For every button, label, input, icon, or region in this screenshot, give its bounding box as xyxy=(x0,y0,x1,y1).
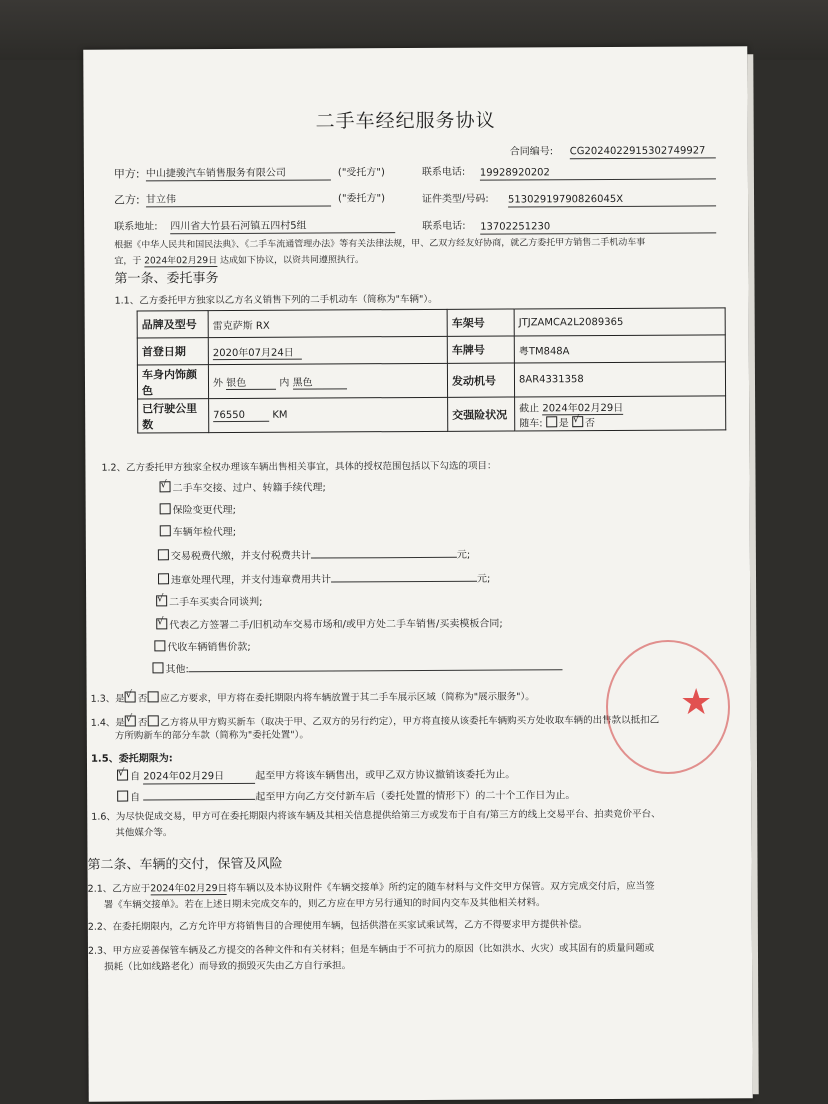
term-line-2 xyxy=(117,787,575,804)
insurance-until xyxy=(519,398,721,414)
table-row xyxy=(137,362,725,399)
brand-value: 雷克萨斯 RX xyxy=(208,309,447,337)
auth-item-2 xyxy=(160,503,236,517)
engine-label: 发动机号 xyxy=(447,363,514,397)
term-date: 2024年02月29日 xyxy=(143,771,255,785)
checkbox-no-icon[interactable] xyxy=(572,416,583,427)
auth-item-5 xyxy=(158,571,490,588)
auth-item-label: 其他: xyxy=(165,664,189,676)
vin-value: JTJZAMCA2L2089365 xyxy=(514,308,725,336)
table-row xyxy=(137,308,725,338)
address-value: 四川省大竹县石河镇五四村5组 xyxy=(170,220,395,234)
auth-item-3 xyxy=(160,525,236,539)
table-row xyxy=(138,396,726,433)
from-label: 自 xyxy=(130,792,141,804)
auth-item-label: 代收车辆销售价款; xyxy=(167,641,251,654)
km-unit: KM xyxy=(272,409,288,421)
section-1-heading: 第一条、委托事务 xyxy=(114,271,219,287)
party-b-id-label: 证件类型/号码: xyxy=(422,193,489,205)
auth-item-label: 代表乙方签署二手/旧机动车交易市场和/或甲方处二手车销售/买卖模板合同; xyxy=(169,618,503,632)
clause-prefix: 2.1、乙方应于 xyxy=(87,883,151,895)
term-date-blank[interactable] xyxy=(143,789,255,801)
contract-number: CG2024022915302749927 xyxy=(570,145,716,159)
document-title: 二手车经纪服务协议 xyxy=(315,109,496,133)
checkbox-icon[interactable] xyxy=(156,595,167,606)
clause-1-5-heading: 1.5、委托期限为: xyxy=(90,753,173,765)
color-label xyxy=(137,365,208,399)
clause-text: 应乙方要求，甲方将在委托期限内将车辆放置于其二手车展示区域（简称为"展示服务"）。 xyxy=(160,691,535,705)
contract-document xyxy=(83,46,752,1101)
checkbox-icon[interactable] xyxy=(160,503,171,514)
clause-2-3-line-1: 2.3、甲方应妥善保管车辆及乙方提交的各种文件和有关材料；但是车辆由于不可抗力的原因（比如洪水、火灾）或其固有的质量问题或 xyxy=(87,942,655,957)
party-a-label: 甲方: xyxy=(113,167,140,181)
party-a-phone-label: 联系电话: xyxy=(421,166,466,178)
party-b-label: 乙方: xyxy=(114,193,140,207)
preamble-suffix: 达成如下协议，以资共同遵照执行。 xyxy=(219,255,364,267)
party-a-name: 中山捷骏汽车销售服务有限公司 xyxy=(146,167,331,181)
other-blank[interactable] xyxy=(189,659,563,672)
auth-item-1 xyxy=(160,480,326,495)
term-text: 起至甲方向乙方交付新车后（委托处置的情形下）的二十个工作日为止。 xyxy=(255,790,576,803)
auth-item-label: 车辆年检代理; xyxy=(172,526,237,539)
party-b-name: 甘立伟 xyxy=(146,193,331,207)
insurance-label: 交强险状况 xyxy=(448,397,515,431)
checkbox-icon[interactable] xyxy=(125,715,136,726)
page-edge xyxy=(747,54,758,1094)
km-label xyxy=(138,399,209,433)
no-label: 否 xyxy=(584,417,595,429)
auth-item-label: 违章处理代理，并支付违章费用共计 xyxy=(171,574,332,587)
checkbox-icon[interactable] xyxy=(160,525,171,536)
inner-label: 内 xyxy=(279,377,290,389)
no-label: 否 xyxy=(137,717,148,729)
inner-color: 黑色 xyxy=(293,373,347,389)
km-label-2: 数 xyxy=(142,417,154,431)
delivery-date: 2024年02月29日 xyxy=(150,883,228,895)
party-b-role: ("委托方") xyxy=(338,193,386,205)
no-label: 否 xyxy=(137,693,148,705)
clause-1-4 xyxy=(91,713,659,730)
reg-label: 首登日期 xyxy=(137,338,208,365)
checkbox-icon[interactable] xyxy=(156,618,167,629)
insurance-cell xyxy=(515,396,726,431)
checkbox-icon[interactable] xyxy=(117,770,128,781)
auth-item-7 xyxy=(156,617,503,633)
auth-item-label: 二手车交接、过户、转籍手续代理; xyxy=(172,482,326,495)
clause-2-2: 2.2、在委托期限内，乙方允许甲方将销售目的合理使用车辆，包括供潜在买家试乘试驾，乙方不得要求甲方提供补偿。 xyxy=(87,919,588,933)
clause-1-2-intro: 1.2、乙方委托甲方独家全权办理该车辆出售相关事宜，具体的授权范围包括以下勾选的项目： xyxy=(101,460,497,474)
address-phone: 13702251230 xyxy=(480,220,716,234)
checkbox-icon[interactable] xyxy=(125,691,136,702)
km-cell xyxy=(209,397,448,432)
checkbox-icon[interactable] xyxy=(154,640,165,651)
yes-label: 1.3、是 xyxy=(90,693,125,705)
with-car-label: 随车: xyxy=(519,417,543,429)
checkbox-icon[interactable] xyxy=(158,573,169,584)
clause-text: 将车辆以及本协议附件《车辆交接单》所约定的随车材料与文件交甲方保管。双方完成交付后，应当签 xyxy=(227,880,655,895)
checkbox-icon[interactable] xyxy=(147,715,158,726)
engine-value: 8AR4331358 xyxy=(514,362,725,397)
address-phone-label: 联系电话: xyxy=(422,220,466,232)
clause-text: 乙方将从甲方购买新车（取决于甲、乙双方的另行约定），甲方将直接从该委托车辆购买方处收取车辆的出售款以抵扣乙 xyxy=(160,714,660,729)
term-text: 起至甲方将该车辆售出，或甲乙双方协议撤销该委托为止。 xyxy=(255,769,516,782)
auth-item-6 xyxy=(156,595,262,610)
yes-label: 是 xyxy=(558,417,569,429)
party-b-id: 513029197908260​45X xyxy=(508,193,716,207)
checkbox-icon[interactable] xyxy=(160,481,171,492)
outer-label: 外 xyxy=(212,377,224,389)
until-label: 截止 xyxy=(519,402,540,414)
auth-item-label: 二手车买卖合同谈判; xyxy=(169,596,263,609)
insurance-with-car xyxy=(519,413,721,429)
yuan-label: 元; xyxy=(456,549,471,561)
preamble-date: 2024年02月29日 xyxy=(144,256,218,267)
clause-1-6-line-1: 1.6、为尽快促成交易，甲方可在委托期限内将该车辆及其相关信息提供给第三方或发布于自有/第三方的线上交易平台、拍卖竞价平台、 xyxy=(91,808,661,823)
checkbox-icon[interactable] xyxy=(152,662,163,673)
auth-item-9 xyxy=(152,659,562,676)
party-a-role: ("受托方") xyxy=(337,167,385,179)
yuan-label: 元; xyxy=(476,573,491,585)
clause-2-1 xyxy=(88,881,655,896)
outer-color: 银色 xyxy=(226,373,276,389)
color-cell xyxy=(208,363,447,398)
address-label: 联系地址: xyxy=(114,221,158,233)
clause-2-3-line-2: 损耗（比如线路老化）而导致的损毁灭失由乙方自行承担。 xyxy=(104,960,352,973)
vin-label: 车架号 xyxy=(447,309,514,336)
checkbox-yes-icon[interactable] xyxy=(546,416,557,427)
auth-item-4 xyxy=(158,547,470,564)
preamble-line-2 xyxy=(114,254,364,267)
contract-number-label: 合同编号: xyxy=(509,146,554,158)
section-2-heading: 第二条、车辆的交付，保管及风险 xyxy=(87,856,283,873)
clause-2-1-cont: 署《车辆交接单》。若在上述日期未完成交车的，则乙方应在甲方另行通知的时间内交车及其他相关材料。 xyxy=(103,897,546,911)
plate-label: 车牌号 xyxy=(447,336,514,363)
reg-cell xyxy=(208,336,447,364)
clause-1-1: 1.1、乙方委托甲方独家以乙方名义销售下列的二手机动车（简称为"车辆"）。 xyxy=(114,293,438,307)
reg-value: 2020年07月24日 xyxy=(213,347,302,359)
tax-amount-blank[interactable] xyxy=(311,547,457,559)
preamble-line-1: 根据《中华人民共和国民法典》、《二手车流通管理办法》等有关法律法规，甲、乙双方经友好协商，就乙方委托甲方销售二手机动车事 xyxy=(114,237,646,251)
from-label: 自 xyxy=(130,771,141,783)
vehicle-table xyxy=(137,307,727,433)
preamble-prefix: 宜，于 xyxy=(114,256,142,267)
violation-amount-blank[interactable] xyxy=(331,571,477,583)
color-label-2: 色 xyxy=(142,383,154,397)
clause-1-4-cont: 方所购新车的部分车款（简称为"委托处置"）。 xyxy=(114,729,309,742)
yes-label: 1.4、是 xyxy=(90,717,125,729)
checkbox-icon[interactable] xyxy=(117,791,128,802)
party-a-phone: 19928920202 xyxy=(480,166,716,180)
auth-item-8 xyxy=(154,640,250,655)
table-row xyxy=(137,335,725,365)
checkbox-icon[interactable] xyxy=(158,549,169,560)
seal-star-icon: ★ xyxy=(680,682,713,723)
insurance-date: 2024年02月29日 xyxy=(542,402,624,414)
auth-item-label: 交易税费代缴，并支付税费共计 xyxy=(170,550,311,563)
km-value: 76550 xyxy=(213,409,269,421)
clause-1-3 xyxy=(91,689,535,705)
color-label-1: 车身内饰颜 xyxy=(141,367,197,381)
term-line-1 xyxy=(117,767,515,784)
checkbox-icon[interactable] xyxy=(147,691,158,702)
clause-1-6-line-2: 其他媒介等。 xyxy=(115,827,173,839)
auth-item-label: 保险变更代理; xyxy=(172,504,237,517)
plate-value: 粤TM848A xyxy=(514,335,725,363)
brand-label: 品牌及型号 xyxy=(137,311,208,338)
km-label-1: 已行驶公里 xyxy=(142,401,198,415)
